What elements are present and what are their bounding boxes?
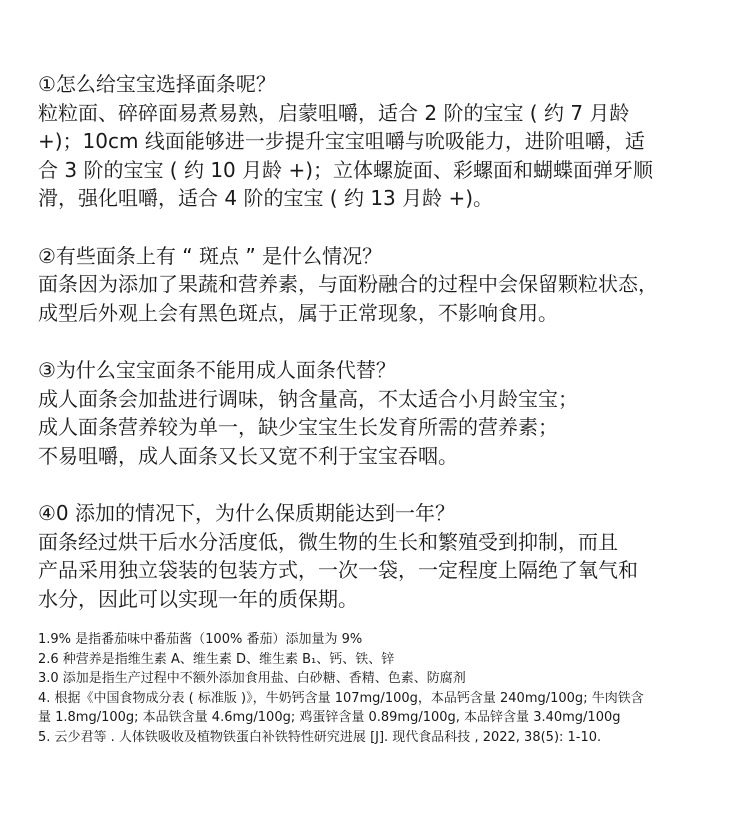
faq-answer-line: 滑，强化咀嚼，适合 4 阶的宝宝 ( 约 13 月龄 +)。 bbox=[38, 186, 494, 210]
faq-question: ④0 添加的情况下，为什么保质期能达到一年？ bbox=[38, 501, 456, 525]
faq-content bbox=[38, 70, 718, 642]
faq-answer-line: 合 3 阶的宝宝 ( 约 10 月龄 +)；立体螺旋面、彩螺面和蝴蝶面弹牙顺 bbox=[38, 157, 654, 182]
faq-answer-line: 面条因为添加了果蔬和营养素，与面粉融合的过程中会保留颗粒状态， bbox=[38, 272, 658, 296]
faq-answer-line: 成型后外观上会有黑色斑点，属于正常现象，不影响食用。 bbox=[38, 300, 558, 325]
footnote: 4. 根据《中国食物成分表 ( 标准版 )》，牛奶钙含量 107mg/100g，本品钙含量 240mg/100g; 牛肉铁含 bbox=[38, 690, 644, 706]
faq-item-choose-noodles bbox=[38, 70, 718, 213]
footnotes bbox=[38, 630, 718, 747]
footnote: 量 1.8mg/100g; 本品铁含量 4.6mg/100g; 鸡蛋锌含量 0.89mg/100g, 本品锌含量 3.40mg/100g bbox=[38, 710, 621, 725]
footnote: 1.9% 是指番茄味中番茄酱（100% 番茄）添加量为 9% bbox=[38, 632, 363, 647]
faq-item-adult-noodles bbox=[38, 356, 718, 470]
faq-question: ③为什么宝宝面条不能用成人面条代替？ bbox=[38, 358, 396, 382]
faq-item-spots bbox=[38, 242, 718, 328]
footnote: 5. 云少君等 . 人体铁吸收及植物铁蛋白补铁特性研究进展 [J]. 现代食品科技 , 2022, 38(5): 1-10. bbox=[38, 729, 602, 745]
footnote: 2.6 种营养是指维生素 A、维生素 D、维生素 B₁、钙、铁、锌 bbox=[38, 651, 395, 667]
faq-answer-line: +)；10cm 线面能够进一步提升宝宝咀嚼与吮吸能力，进阶咀嚼，适 bbox=[38, 129, 645, 153]
faq-answer-line: 面条经过烘干后水分活度低，微生物的生长和繁殖受到抑制，而且 bbox=[38, 529, 618, 554]
faq-question: ①怎么给宝宝选择面条呢？ bbox=[38, 72, 276, 96]
faq-answer-line: 产品采用独立袋装的包装方式，一次一袋，一定程度上隔绝了氧气和 bbox=[38, 558, 638, 582]
faq-answer-line: 成人面条营养较为单一，缺少宝宝生长发育所需的营养素； bbox=[38, 415, 558, 439]
faq-answer-line: 不易咀嚼，成人面条又长又宽不利于宝宝吞咽。 bbox=[38, 443, 458, 468]
footnote: 3.0 添加是指生产过程中不额外添加食用盐、白砂糖、香精、色素、防腐剂 bbox=[38, 671, 466, 686]
faq-answer-line: 成人面条会加盐进行调味，钠含量高，不太适合小月龄宝宝； bbox=[38, 386, 578, 411]
faq-item-shelf-life bbox=[38, 499, 718, 613]
faq-question: ②有些面条上有 “ 斑点 ” 是什么情况？ bbox=[38, 243, 383, 268]
faq-answer-line: 粒粒面、碎碎面易煮易熟，启蒙咀嚼，适合 2 阶的宝宝 ( 约 7 月龄 bbox=[38, 100, 630, 125]
faq-answer-line: 水分，因此可以实现一年的质保期。 bbox=[38, 586, 358, 611]
